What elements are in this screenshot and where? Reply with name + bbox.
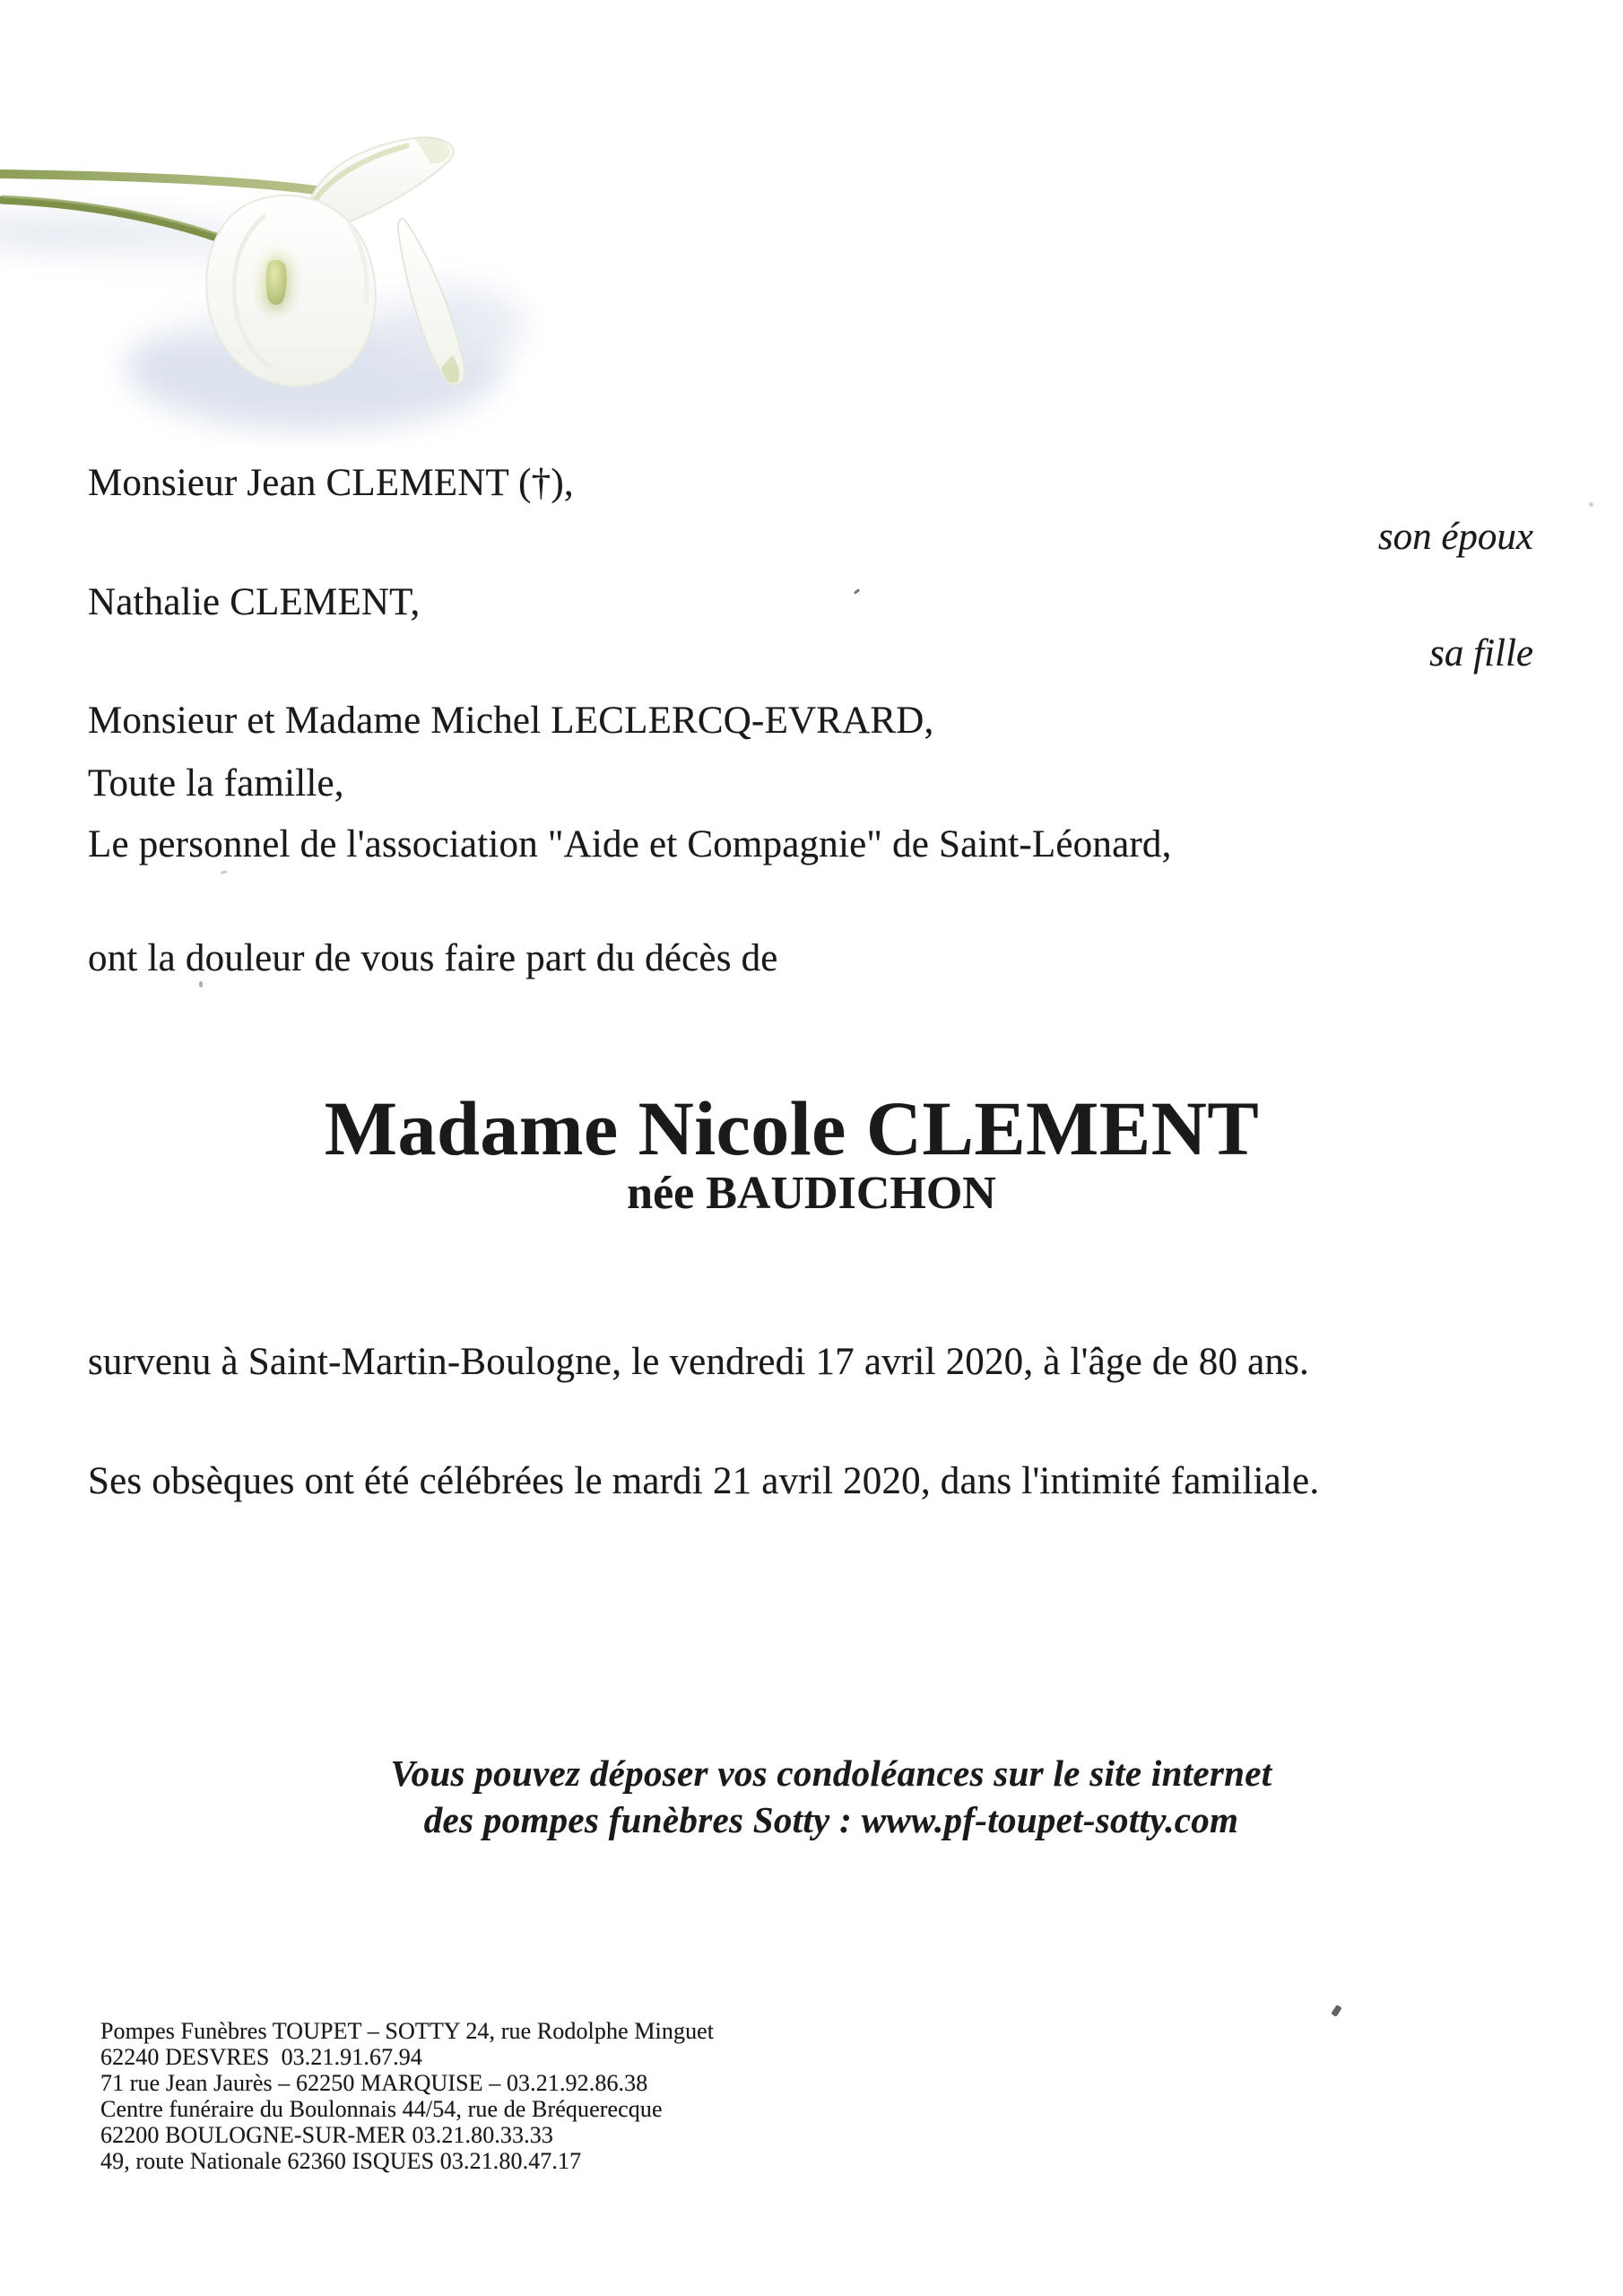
footer-address-block — [100, 2018, 714, 2174]
scan-speck — [854, 588, 860, 595]
scan-speck — [1331, 2005, 1341, 2017]
footer-line-toupet-sotty: Pompes Funèbres TOUPET – SOTTY 24, rue Rodolphe Minguet — [100, 2018, 715, 2044]
condolences-line-2: des pompes funèbres Sotty : www.pf-toupet-sotty.com — [423, 1799, 1239, 1840]
calla-lily-illustration — [0, 70, 664, 447]
scan-speck — [1589, 502, 1593, 507]
family-line-association-staff: Le personnel de l'association "Aide et Compagnie" de Saint-Léonard, — [88, 823, 1172, 865]
family-line-husband: Monsieur Jean CLEMENT (†), — [88, 462, 574, 504]
family-line-whole-family: Toute la famille, — [88, 762, 344, 804]
relation-label-husband: son époux — [1377, 516, 1533, 558]
relation-label-daughter: sa fille — [1429, 632, 1533, 674]
footer-line-desvres: 62240 DESVRES 03.21.91.67.94 — [100, 2044, 422, 2070]
footer-line-centre-funeraire: Centre funéraire du Boulonnais 44/54, rue de Bréquerecque — [100, 2096, 663, 2122]
condolences-line-1: Vous pouvez déposer vos condoléances sur le site internet — [390, 1752, 1272, 1794]
condolences-note — [0, 1750, 1623, 1843]
funeral-details-line: Ses obsèques ont été célébrées le mardi 21 avril 2020, dans l'intimité familiale. — [88, 1460, 1320, 1502]
maiden-name: née BAUDICHON — [627, 1168, 996, 1219]
deceased-name-title: Madame Nicole CLEMENT — [324, 1085, 1260, 1171]
family-line-daughter: Nathalie CLEMENT, — [88, 581, 421, 623]
scan-speck — [221, 870, 227, 874]
death-details-line: survenu à Saint-Martin-Boulogne, le vendredi 17 avril 2020, à l'âge de 80 ans. — [88, 1341, 1309, 1383]
calla-lily-image — [0, 70, 664, 447]
scan-speck — [199, 981, 203, 987]
family-line-leclercq-evrard: Monsieur et Madame Michel LECLERCQ-EVRARD, — [88, 700, 934, 742]
footer-line-boulogne: 62200 BOULOGNE-SUR-MER 03.21.80.33.33 — [100, 2122, 553, 2148]
footer-line-isques: 49, route Nationale 62360 ISQUES 03.21.80.47.17 — [100, 2148, 582, 2174]
footer-line-marquise: 71 rue Jean Jaurès – 62250 MARQUISE – 03.21.92.86.38 — [100, 2070, 648, 2096]
announcement-intro: ont la douleur de vous faire part du décès de — [88, 937, 778, 979]
